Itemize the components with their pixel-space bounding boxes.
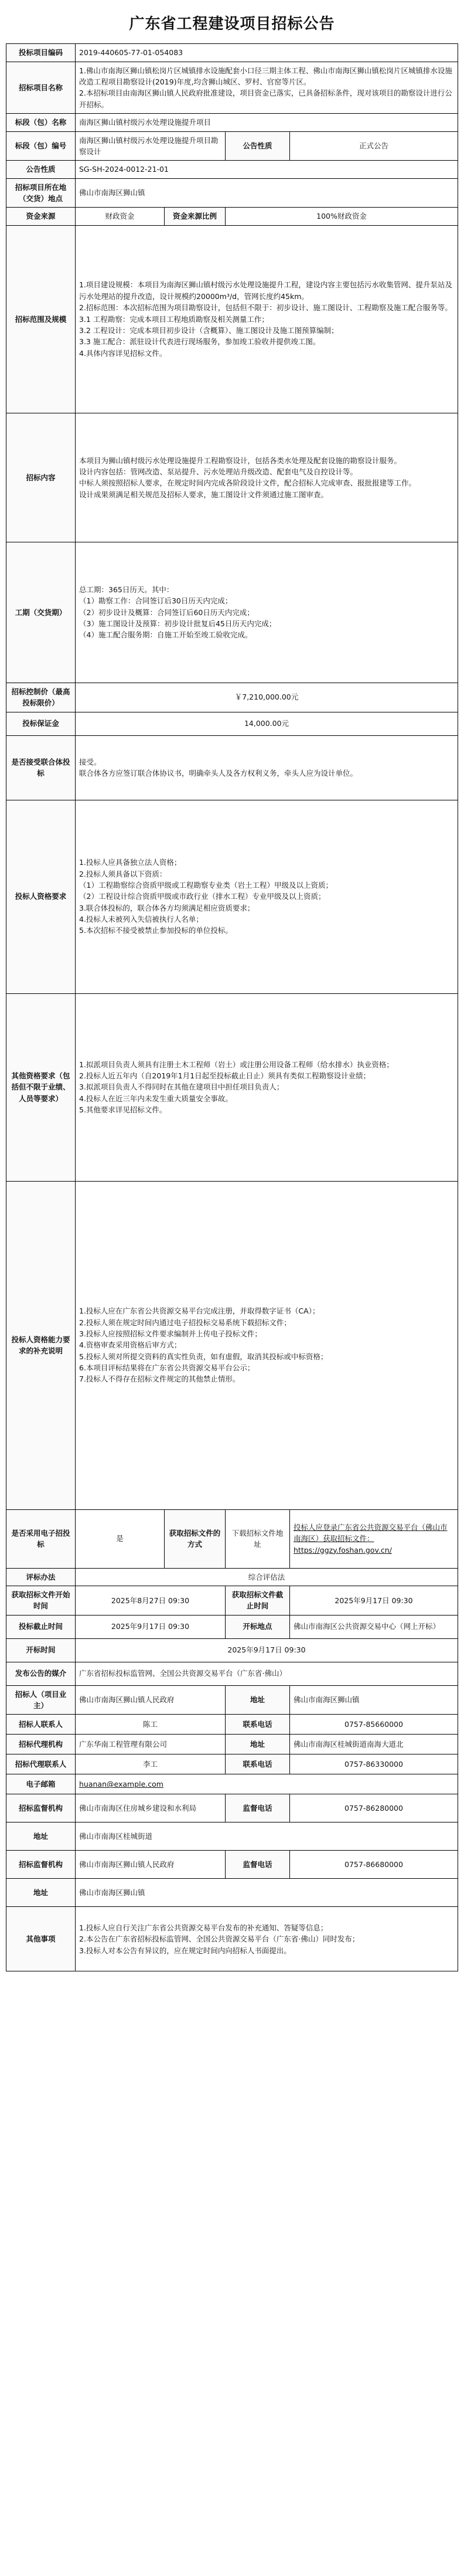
general-requirements: 1.投标人应在广东省公共资源交易平台完成注册，并取得数字证书（CA）； 2.投标人须在规定时间内通过电子招投标交易系统下载招标文件； 3.投标人应按照招标文件要求编制并上传电子投标文件； 4.资格审查采用资格后审方式； 5.投标人须对所提交资料的真实性负责，如有虚假，取消其投标或中标资格； 6.本项目评标结果将在广东省公共资源交易平台公示； 7.投标人不得存在招标文件规定的其他禁止情形。 [76,1181,458,1509]
pub-type: 正式公告 [290,131,458,161]
submit-deadline: 2025年9月17日 09:30 [76,1615,226,1638]
agency-address: 佛山市南海区桂城街道南海大道北 [290,1735,458,1754]
page-title: 广东省工程建设项目招标公告 [129,15,335,32]
supervisor-2: 佛山市南海区狮山镇人民政府 [76,1851,226,1879]
fund-source: 财政资金 [76,208,165,225]
tender-name: 南海区狮山镇村级污水处理设施提升项目勘察设计 [76,131,226,161]
other-requirements: 1.拟派项目负责人须具有注册土木工程师（岩土）或注册公用设备工程师（给水排水）执业资格； 2.投标人近五年内（自2019年1月1日起至投标截止日止）须具有类似工程勘察设计业绩； 3.拟派项目负责人不得同时在其他在建项目中担任项目负责人； 4.投标人在近三年内未发生重大质量安全事故。 5.其他要求详见招标文件。 [76,993,458,1181]
project-code: 2019-440605-77-01-054083 [76,44,458,62]
supervisor-2-phone: 0757-86680000 [290,1851,458,1879]
bond: 14,000.00元 [76,712,458,735]
e-bid: 是 [76,1509,165,1568]
tenderer: 佛山市南海区狮山镇人民政府 [76,1685,226,1715]
opening-time: 2025年9月17日 09:30 [76,1638,458,1662]
price-cap: ￥7,210,000.00元 [76,683,458,712]
project-name: 南海区狮山镇村级污水处理设施提升项目 [76,114,458,131]
location: 佛山市南海区狮山镇 [76,178,458,208]
media: 广东省招标投标监管网、全国公共资源交易平台（广东省·佛山） [76,1662,458,1685]
eval-method: 综合评估法 [76,1568,458,1586]
bid-scope: 1.项目建设规模：本项目为南海区狮山镇村级污水处理设施提升工程，建设内容主要包括污水收集管网、提升泵站及污水处理站的提升改造，设计规模约20000m³/d，管网长度约45km。 2.招标范围：本次招标范围为项目勘察设计，包括但不限于：初步设计、施工图设计、工程勘察及施工配合服务等。 3.1 工程勘察：完成本项目工程地质勘察及相关测量工作； 3.2 工程设计：完成本项目初步设计（含概算）、施工图设计及施工图预算编制； 3.3 施工配合：派驻设计代表进行现场服务，参加竣工验收并提供竣工图。 4.具体内容详见招标文件。 [76,225,458,413]
agency-contact: 李工 [76,1754,226,1774]
doc-end: 2025年9月17日 09:30 [290,1586,458,1615]
doc-start: 2025年8月27日 09:30 [76,1586,226,1615]
other-items: 1.投标人应自行关注广东省公共资源交易平台发布的补充通知、答疑等信息； 2.本公告在广东省招标投标监管网、全国公共资源交易平台（广东省·佛山）同时发布； 3.投标人对本公告有异议的，应在规定时间内向招标人书面提出。 [76,1907,458,1971]
supervisor-phone: 0757-86280000 [290,1794,458,1822]
agency: 广东华南工程管理有限公司 [76,1735,226,1754]
fund-ratio: 100%财政资金 [226,208,458,225]
project-desc: 1.佛山市南海区狮山镇松岗片区城镇排水设施配套小口径三期主体工程、佛山市南海区狮山镇松岗片区城镇排水设施改造工程项目勘察设计(2019)年度,均含狮山城区、罗村、官窑等片区。 2.本招标项目由南海区狮山镇人民政府批准建设，项目资金已落实，已具备招标条件，现对该项目的勘察设计进行公开招标。 [76,62,458,114]
joint-venture: 接受。 联合体各方应签订联合体协议书，明确牵头人及各方权利义务，牵头人应为设计单位。 [76,735,458,800]
tenderer-phone: 0757-85660000 [290,1715,458,1735]
tender-code: SG-SH-2024-0012-21-01 [76,161,458,178]
tenderer-contact: 陈工 [76,1715,226,1735]
supervisor-address: 佛山市南海区桂城街道 [76,1822,458,1851]
bid-content: 本项目为狮山镇村级污水处理设施提升工程勘察设计，包括各类水处理及配套设施的勘察设计服务。 设计内容包括：管网改造、泵站提升、污水处理站升级改造、配套电气及自控设计等。 中标人须按照招标人要求，在规定时间内完成各阶段设计文件，配合招标人完成审查、报批报建等工作。 设计成果须满足相关规范及招标人要求，施工图设计文件须通过施工图审查。 [76,413,458,542]
agency-phone: 0757-86330000 [290,1754,458,1774]
tenderer-address: 佛山市南海区狮山镇 [290,1685,458,1715]
qualification: 1.投标人应具备独立法人资格； 2.投标人须具备以下资质： （1）工程勘察综合资质甲级或工程勘察专业类（岩土工程）甲级及以上资质； （2）工程设计综合资质甲级或市政行业（排水工程）专业甲级及以上资质； 3.联合体投标的，联合体各方均须满足相应资质要求； 4.投标人未被列入失信被执行人名单； 5.本次招标不接受被禁止参加投标的单位投标。 [76,800,458,993]
agency-email[interactable]: huanan@example.com [76,1774,458,1794]
download-url[interactable]: 投标人应登录广东省公共资源交易平台（佛山市南海区）获取招标文件：https://ggzy.foshan.gov.cn/ [290,1509,458,1568]
duration: 总工期：365日历天。其中： （1）勘察工作：合同签订后30日历天内完成； （2）初步设计及概算：合同签订后60日历天内完成； （3）施工图设计及预算：初步设计批复后45日历天内完成； （4）施工配合服务期：自施工开始至竣工验收完成。 [76,542,458,683]
supervisor-2-address: 佛山市南海区狮山镇 [76,1879,458,1907]
opening-place: 佛山市南海区公共资源交易中心（网上开标） [290,1615,458,1638]
e-bid-method: 下载招标文件地址 [226,1509,290,1568]
notice-table: 投标项目编码 2019-440605-77-01-054083 招标项目名称 1.佛山市南海区狮山镇松岗片区城镇排水设施配套小口径三期主体工程、佛山市南海区狮山镇松岗片区城镇排水设施改造工程项目勘察设计(2019)年度,均含狮山城区、罗村、官窑等片区。 2.本招标项目由南海区狮山镇人民政府批准建设，项目资金已落实，已具备招标条件，现对该项目的勘察设计进行公开招标。 标段（包）名称 南海区狮山镇村级污水处理设施提升项目 标段（包）编号 南海区狮山镇村级污水处理设施提升项目勘察设计 公告性质 正式公告 公告性质 SG-SH-2024-0012-21-01 招标项目所在地（交货）地点 佛山市南海区狮山镇 资金来源 财政资金 资金来源比例 100%财政资金 招标范围及规模 1.项目建设规模：本项目为南海区狮山镇村级污水处理设施提升工程，建设内容主要包括污水收集管网、提升泵站及污水处理站的提升改造，设计规模约20000m³/d，管网长度约45km。 2.招标范围：本次招标范围为项目勘察设计，包括但不限于：初步设计、施工图设计、工程勘察及施工配合服务等。 3.1 工程勘察：完成本项目工程地质勘察及相关测量工作； 3.2 工程设计：完成本项目初步设计（含概算）、施工图设计及施工图预算编制； 3.3 施工配合：派驻设计代表进行现场服务，参加竣工验收并提供竣工图。 4.具体内容详见招标文件。 招标内容 本项目为狮山镇村级污水处理设施提升工程勘察设计，包括各类水处理及配套设施的勘察设计服务。 设计内容包括：管网改造、泵站提升、污水处理站升级改造、配套电气及自控设计等。 中标人须按照招标人要求，在规定时间内完成各阶段设计文件，配合招标人完成审查、报批报建等工作。 设计成果须满足相关规范及招标人要求，施工图设计文件须通过施工图审查。 工期（交货期） 总工期：365日历天。其中： （1）勘察工作：合同签订后30日历天内完成； （2）初步设计及概算：合同签订后60日历天内完成； （3）施工图设计及预算：初步设计批复后45日历天内完成； （4）施工配合服务期：自施工开始至竣工验收完成。 招标控制价（最高投标限价） ￥7,210,000.00元 投标保证金 14,000.00元 是否接受联合体投标 接受。 联合体各方应签订联合体协议书，明确牵头人及各方权利义务，牵头人应为设计单位。 投标人资格要求 1.投标人应具备独立法人资格； 2.投标人须具备以下资质： （1）工程勘察综合资质甲级或工程勘察专业类（岩土工程）甲级及以上资质； （2）工程设计综合资质甲级或市政行业（排水工程）专业甲级及以上资质； 3.联合体投标的，联合体各方均须满足相应资质要求； 4.投标人未被列入失信被执行人名单； 5.本次招标不接受被禁止参加投标的单位投标。 其他资格要求（包括但不限于业绩、人员等要求） 1.拟派项目负责人须具有注册土木工程师（岩土）或注册公用设备工程师（给水排水）执业资格； 2.投标人近五年内（自2019年1月1日起至投标截止日止）须具有类似工程勘察设计业绩； 3.拟派项目负责人不得同时在其他在建项目中担任项目负责人； 4.投标人在近三年内未发生重大质量安全事故。 5.其他要求详见招标文件。 投标人资格能力要求的补充说明 1.投标人应在广东省公共资源交易平台完成注册，并取得数字证书（CA）； 2.投标人须在规定时间内通过电子招投标交易系统下载招标文件； 3.投标人应按照招标文件要求编制并上传电子投标文件； 4.资格审查采用资格后审方式； 5.投标人须对所提交资料的真实性负责，如有虚假，取消其投标或中标资格； 6.本项目评标结果将在广东省公共资源交易平台公示； 7.投标人不得存在招标文件规定的其他禁止情形。 是否采用电子招投标 是 获取招标文件的方式 下载招标文件地址 投标人应登录广东省公共资源交易平台（佛山市南海区）获取招标文件：https://ggzy.foshan.gov.cn/ 评标办法 综合评估法 获取招标文件开始时间 2025年8月27日 09:30 获取招标文件截止时间 2025年9月17日 09:30 投标截止时间 2025年9月17日 09:30 开标地点 佛山市南海区公共资源交易中心（网上开标） 开标时间 2025年9月17日 09:30 发布公告的媒介 广东省招标投标监管网、全国公共资源交易平台（广东省·佛山） 招标人（项目业主） 佛山市南海区狮山镇人民政府 地址 佛山市南海区狮山镇 招标人联系人 陈工 联系电话 0757-85660000 招标代理机构 广东华南工程管理有限公司 地址 佛山市南海区桂城街道南海大道北 招标代理联系人 李工 联系电话 0757-86330000 电子邮箱 huanan@example.com 招标监督机构 佛山市南海区住房城乡建设和水利局 监督电话 0757-86280000 地址 佛山市南海区桂城街道 招标监督机构 佛山市南海区狮山镇人民政府 监督电话 0757-86680000 地址 佛山市南海区狮山镇 其他事项 1.投标人应自行关注广东省公共资源交易平台发布的补充通知、答疑等信息； 2.本公告在广东省招标投标监管网、全国公共资源交易平台（广东省·佛山）同时发布； 3.投标人对本公告有异议的，应在规定时间内向招标人书面提出。 [6,43,458,1971]
supervisor: 佛山市南海区住房城乡建设和水利局 [76,1794,226,1822]
